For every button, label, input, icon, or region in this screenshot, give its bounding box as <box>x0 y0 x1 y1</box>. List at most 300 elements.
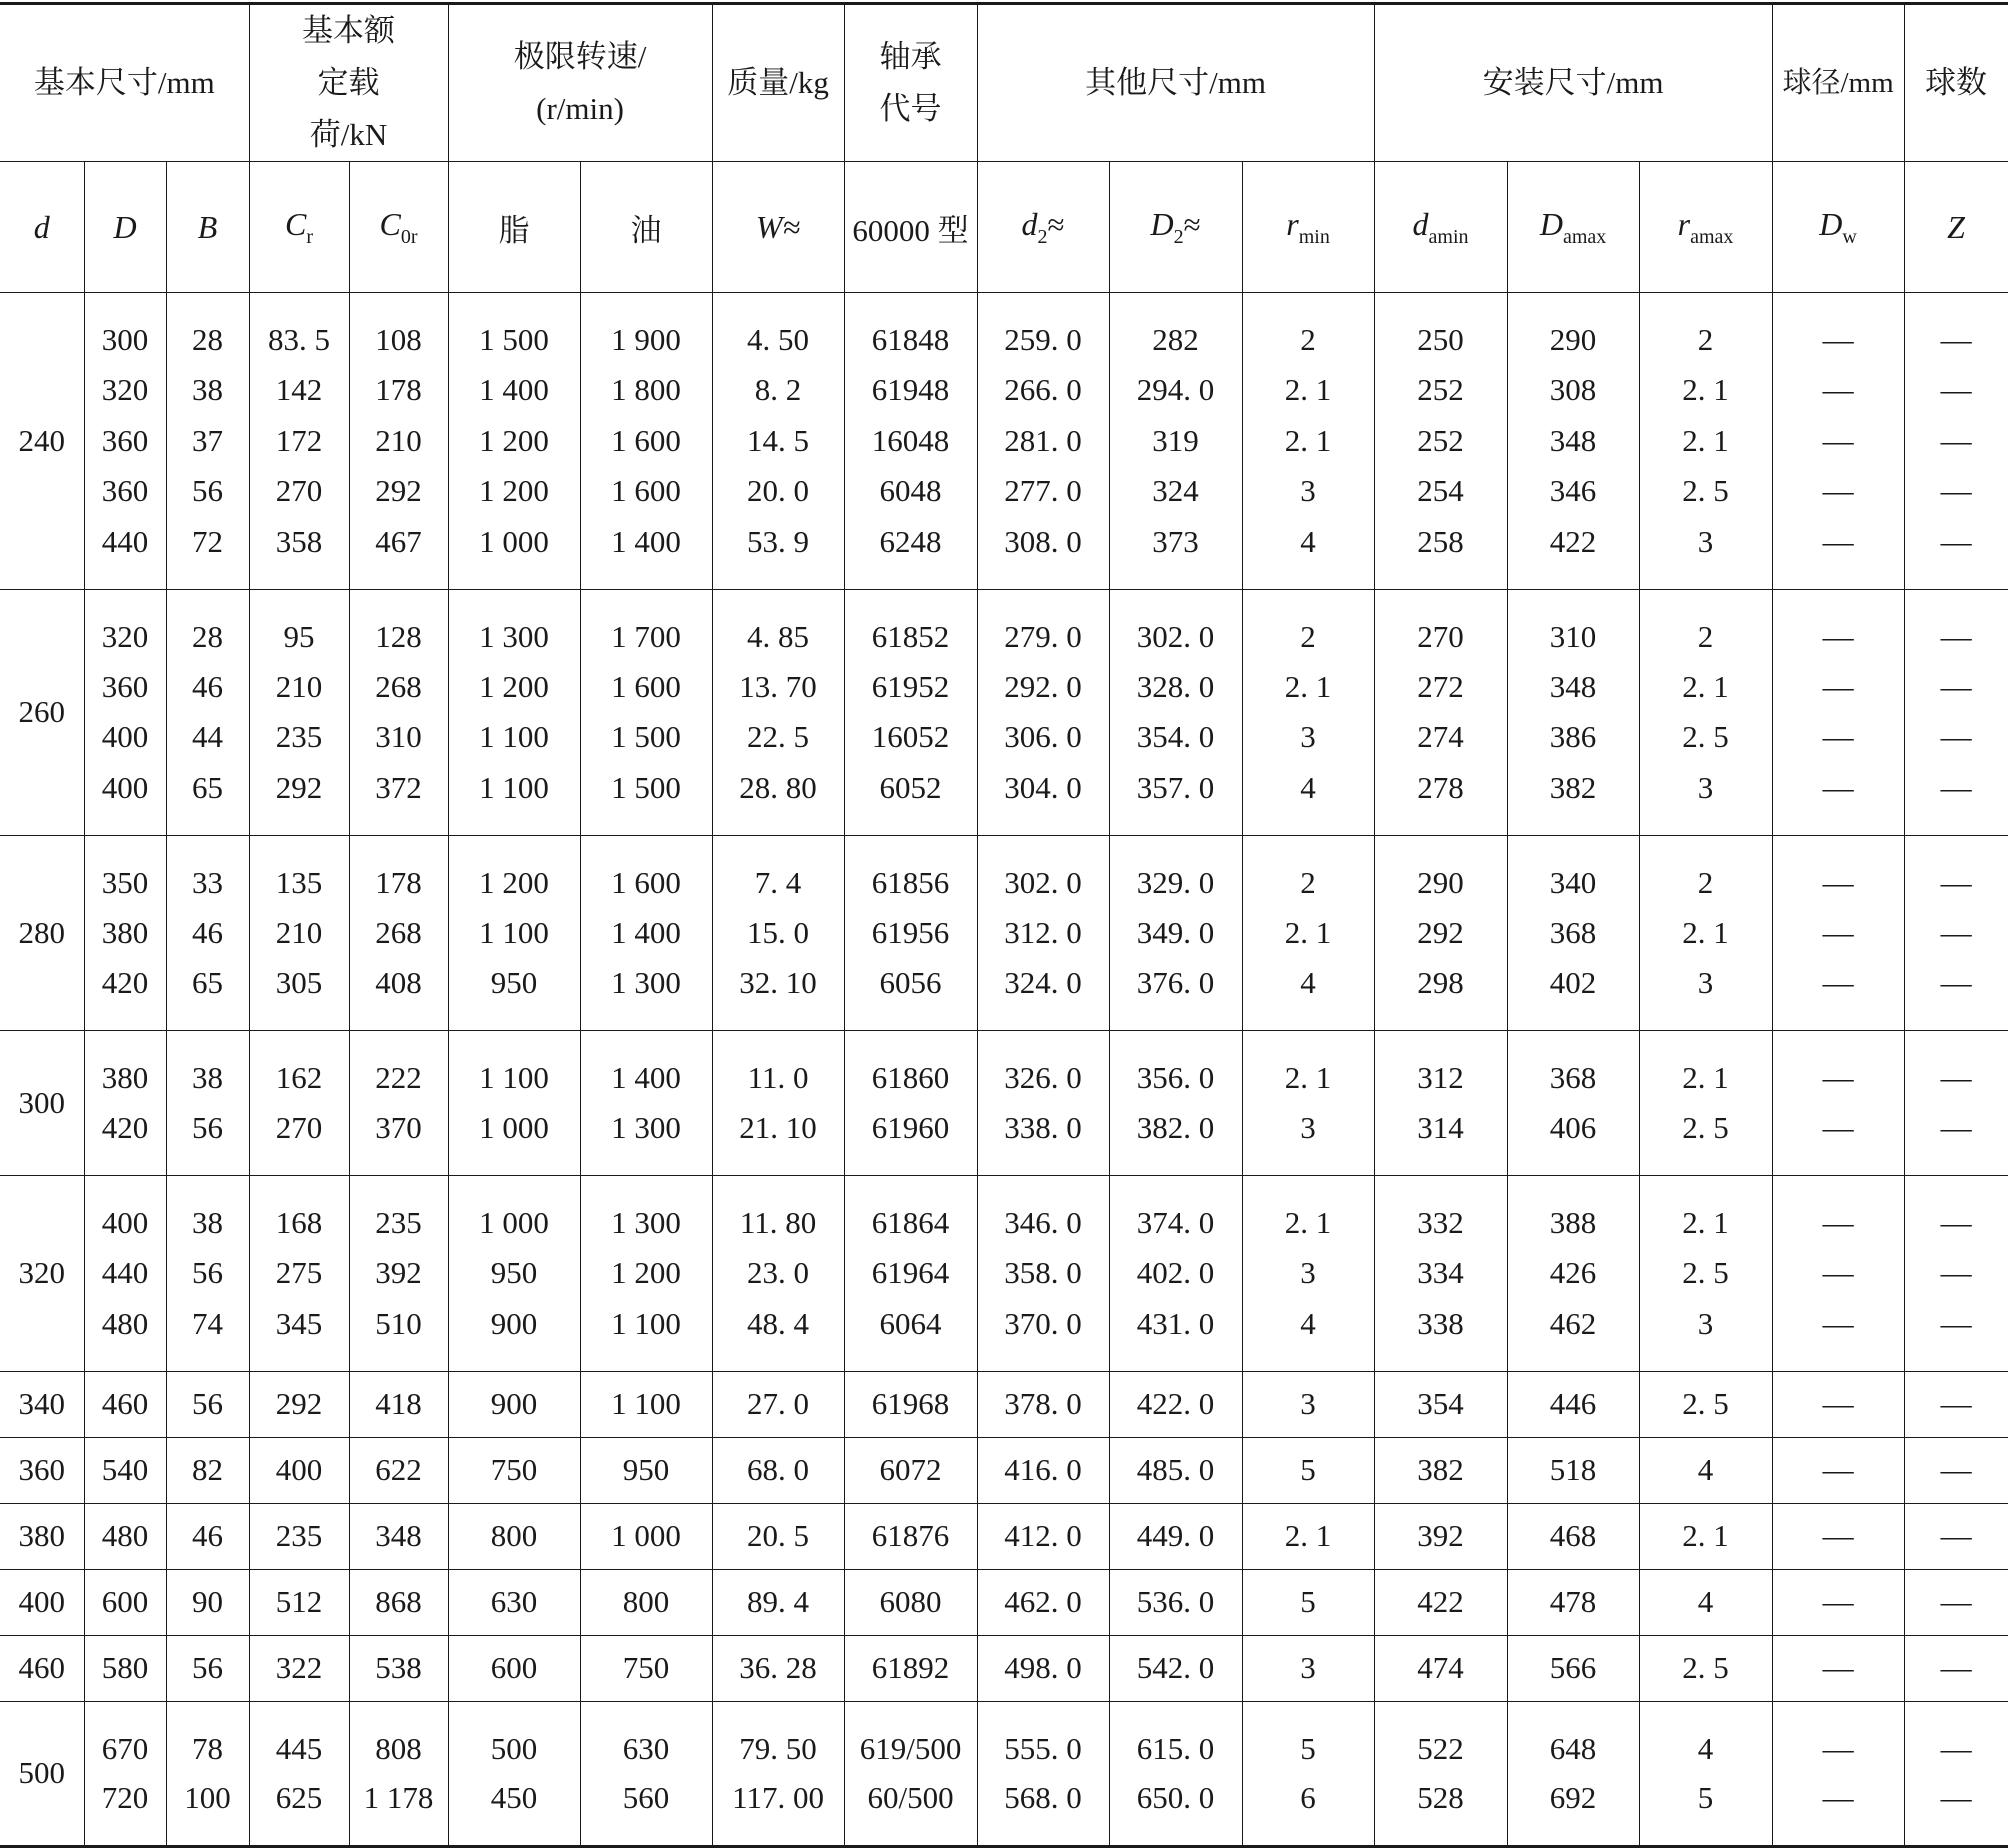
table-cell: 650. 0 <box>1109 1774 1242 1847</box>
table-cell: 402 <box>1507 958 1639 1031</box>
table-cell: 422 <box>1374 1569 1507 1635</box>
header-ball-count: 球数 <box>1904 4 2008 162</box>
table-cell: 600 <box>84 1569 166 1635</box>
table-cell: 5 <box>1242 1437 1374 1503</box>
table-cell: — <box>1904 835 2008 908</box>
table-cell: 2. 1 <box>1639 1503 1772 1569</box>
subheader-Cr <box>249 162 349 293</box>
bore-diameter-cell: 340 <box>0 1371 84 1437</box>
table-cell: 36. 28 <box>712 1635 844 1701</box>
subheader-D2-sub: 2 <box>1173 225 1184 248</box>
table-cell: 2. 1 <box>1242 908 1374 959</box>
table-cell: 37 <box>166 416 249 467</box>
table-cell: — <box>1904 293 2008 366</box>
table-cell: 2. 1 <box>1242 1503 1374 1569</box>
table-cell: — <box>1904 517 2008 590</box>
bore-diameter-cell: 240 <box>0 293 84 590</box>
table-cell: — <box>1772 517 1904 590</box>
table-cell: 1 200 <box>580 1248 712 1299</box>
table-cell: 600 <box>448 1635 580 1701</box>
table-cell: 6052 <box>844 763 977 836</box>
table-cell: 522 <box>1374 1701 1507 1774</box>
table-cell: 46 <box>166 662 249 713</box>
table-cell: 400 <box>84 763 166 836</box>
subheader-damin-text: d <box>1412 205 1429 242</box>
bearing-dimension-table <box>0 2 2008 1848</box>
table-row <box>0 908 2008 959</box>
table-cell: 670 <box>84 1701 166 1774</box>
subheader-ramax-text: r <box>1677 205 1691 242</box>
table-row <box>0 1031 2008 1104</box>
table-cell: 418 <box>349 1371 448 1437</box>
table-cell: 308. 0 <box>977 517 1109 590</box>
table-cell: 468 <box>1507 1503 1639 1569</box>
subheader-D2-text: D <box>1150 205 1174 242</box>
table-cell: 6056 <box>844 958 977 1031</box>
table-row <box>0 1774 2008 1847</box>
table-cell: 480 <box>84 1299 166 1372</box>
table-cell: 334 <box>1374 1248 1507 1299</box>
table-cell: 61848 <box>844 293 977 366</box>
table-cell: 65 <box>166 763 249 836</box>
subheader-d2-suffix: ≈ <box>1047 206 1065 242</box>
table-row <box>0 1248 2008 1299</box>
table-cell: 2. 1 <box>1639 416 1772 467</box>
table-cell: 420 <box>84 958 166 1031</box>
table-cell: 566 <box>1507 1635 1639 1701</box>
table-cell: 4 <box>1242 958 1374 1031</box>
table-cell: — <box>1904 1031 2008 1104</box>
table-cell: 542. 0 <box>1109 1635 1242 1701</box>
table-cell: — <box>1772 958 1904 1031</box>
table-cell: — <box>1772 589 1904 662</box>
table-cell: 61856 <box>844 835 977 908</box>
table-cell: 440 <box>84 1248 166 1299</box>
table-cell: 279. 0 <box>977 589 1109 662</box>
table-cell: 2. 1 <box>1639 1031 1772 1104</box>
table-cell: 222 <box>349 1031 448 1104</box>
table-cell: 536. 0 <box>1109 1569 1242 1635</box>
subheader-rmin-text: r <box>1286 205 1299 242</box>
table-cell: 259. 0 <box>977 293 1109 366</box>
table-row <box>0 1437 2008 1503</box>
subheader-B <box>166 162 249 293</box>
table-cell: 258 <box>1374 517 1507 590</box>
table-cell: 400 <box>84 712 166 763</box>
table-cell: 270 <box>1374 589 1507 662</box>
table-cell: 422 <box>1507 517 1639 590</box>
table-cell: 28 <box>166 589 249 662</box>
table-cell: 5 <box>1242 1569 1374 1635</box>
table-cell: 1 200 <box>448 835 580 908</box>
subheader-W <box>712 162 844 293</box>
table-cell: 61952 <box>844 662 977 713</box>
table-body <box>0 293 2008 1847</box>
table-row <box>0 835 2008 908</box>
table-cell: — <box>1904 1569 2008 1635</box>
table-cell: — <box>1904 1503 2008 1569</box>
table-cell: 422. 0 <box>1109 1371 1242 1437</box>
table-row <box>0 763 2008 836</box>
table-cell: — <box>1904 1103 2008 1176</box>
table-cell: 360 <box>84 662 166 713</box>
table-cell: 349. 0 <box>1109 908 1242 959</box>
table-cell: 560 <box>580 1774 712 1847</box>
subheader-oil: 油 <box>580 162 712 293</box>
table-row <box>0 1371 2008 1437</box>
subheader-C0r-text: C <box>379 205 401 242</box>
table-cell: 692 <box>1507 1774 1639 1847</box>
table-cell: 2. 1 <box>1242 365 1374 416</box>
table-cell: 382. 0 <box>1109 1103 1242 1176</box>
subheader-Z <box>1904 162 2008 293</box>
table-cell: 370. 0 <box>977 1299 1109 1372</box>
table-cell: 314 <box>1374 1103 1507 1176</box>
table-cell: 4 <box>1242 763 1374 836</box>
table-cell: 332 <box>1374 1176 1507 1249</box>
subheader-d <box>0 162 84 293</box>
table-cell: 277. 0 <box>977 466 1109 517</box>
header-basic-dimensions: 基本尺寸/mm <box>0 4 249 162</box>
table-cell: — <box>1904 1774 2008 1847</box>
table-cell: 426 <box>1507 1248 1639 1299</box>
table-cell: 278 <box>1374 763 1507 836</box>
table-row <box>0 589 2008 662</box>
table-cell: 3 <box>1639 517 1772 590</box>
table-cell: 20. 0 <box>712 466 844 517</box>
table-cell: 1 100 <box>448 712 580 763</box>
table-cell: 400 <box>249 1437 349 1503</box>
table-cell: 382 <box>1507 763 1639 836</box>
table-cell: 2. 5 <box>1639 1248 1772 1299</box>
table-cell: 2. 1 <box>1242 416 1374 467</box>
subheader-C0r <box>349 162 448 293</box>
bore-diameter-cell: 400 <box>0 1569 84 1635</box>
table-cell: 800 <box>580 1569 712 1635</box>
header-ball-diameter: 球径/mm <box>1772 4 1904 162</box>
table-cell: 1 800 <box>580 365 712 416</box>
table-cell: 350 <box>84 835 166 908</box>
table-cell: 1 600 <box>580 416 712 467</box>
table-cell: 370 <box>349 1103 448 1176</box>
subheader-Dw <box>1772 162 1904 293</box>
table-cell: 6080 <box>844 1569 977 1635</box>
table-cell: — <box>1772 1437 1904 1503</box>
table-cell: 1 700 <box>580 589 712 662</box>
table-cell: 420 <box>84 1103 166 1176</box>
table-cell: — <box>1772 1774 1904 1847</box>
subheader-D-text: D <box>113 208 137 245</box>
table-cell: — <box>1904 662 2008 713</box>
table-cell: 60/500 <box>844 1774 977 1847</box>
table-cell: 162 <box>249 1031 349 1104</box>
table-row <box>0 293 2008 366</box>
table-cell: 1 100 <box>448 763 580 836</box>
table-cell: 360 <box>84 466 166 517</box>
table-cell: 3 <box>1639 763 1772 836</box>
table-cell: 345 <box>249 1299 349 1372</box>
table-cell: — <box>1772 1635 1904 1701</box>
table-cell: 402. 0 <box>1109 1248 1242 1299</box>
table-cell: 450 <box>448 1774 580 1847</box>
table-cell: 235 <box>249 712 349 763</box>
table-cell: 480 <box>84 1503 166 1569</box>
subheader-rmin-sub: min <box>1298 225 1330 248</box>
table-cell: 300 <box>84 293 166 366</box>
table-cell: — <box>1772 712 1904 763</box>
table-cell: 4 <box>1242 1299 1374 1372</box>
table-cell: 400 <box>84 1176 166 1249</box>
subheader-Z-text: Z <box>1947 208 1965 245</box>
table-row <box>0 416 2008 467</box>
table-cell: 346. 0 <box>977 1176 1109 1249</box>
table-cell: — <box>1904 1176 2008 1249</box>
table-cell: 648 <box>1507 1701 1639 1774</box>
table-cell: 250 <box>1374 293 1507 366</box>
table-cell: 108 <box>349 293 448 366</box>
table-cell: 1 000 <box>448 1103 580 1176</box>
header-bearing-code <box>844 4 977 162</box>
table-cell: 538 <box>349 1635 448 1701</box>
table-cell: 2. 1 <box>1242 662 1374 713</box>
table-cell: 900 <box>448 1371 580 1437</box>
table-cell: — <box>1904 908 2008 959</box>
table-cell: 4 <box>1639 1701 1772 1774</box>
bore-diameter-cell: 500 <box>0 1701 84 1846</box>
table-cell: 1 300 <box>580 1103 712 1176</box>
table-cell: 808 <box>349 1701 448 1774</box>
subheader-d2 <box>977 162 1109 293</box>
table-cell: 292 <box>249 1371 349 1437</box>
table-cell: 72 <box>166 517 249 590</box>
table-cell: 38 <box>166 1031 249 1104</box>
table-cell: 1 000 <box>580 1503 712 1569</box>
table-cell: 2. 1 <box>1639 365 1772 416</box>
table-cell: 56 <box>166 1371 249 1437</box>
table-cell: — <box>1904 958 2008 1031</box>
table-cell: 210 <box>349 416 448 467</box>
table-cell: 528 <box>1374 1774 1507 1847</box>
table-row <box>0 1176 2008 1249</box>
table-cell: 20. 5 <box>712 1503 844 1569</box>
table-cell: 6248 <box>844 517 977 590</box>
table-cell: 340 <box>1507 835 1639 908</box>
table-cell: 44 <box>166 712 249 763</box>
table-cell: 310 <box>349 712 448 763</box>
table-cell: 950 <box>448 1248 580 1299</box>
table-cell: 392 <box>349 1248 448 1299</box>
table-cell: 1 300 <box>580 958 712 1031</box>
table-cell: 61852 <box>844 589 977 662</box>
table-cell: — <box>1772 293 1904 366</box>
table-cell: 2. 5 <box>1639 1103 1772 1176</box>
table-cell: 1 200 <box>448 466 580 517</box>
subheader-Damax <box>1507 162 1639 293</box>
table-cell: 61964 <box>844 1248 977 1299</box>
table-row <box>0 365 2008 416</box>
table-cell: 6048 <box>844 466 977 517</box>
table-cell: 3 <box>1639 1299 1772 1372</box>
table-cell: 2. 5 <box>1639 712 1772 763</box>
table-cell: 6072 <box>844 1437 977 1503</box>
table-row <box>0 958 2008 1031</box>
table-cell: 358. 0 <box>977 1248 1109 1299</box>
table-cell: 290 <box>1374 835 1507 908</box>
table-cell: 90 <box>166 1569 249 1635</box>
table-cell: 348 <box>1507 416 1639 467</box>
table-cell: 304. 0 <box>977 763 1109 836</box>
table-cell: 1 400 <box>448 365 580 416</box>
table-cell: 312 <box>1374 1031 1507 1104</box>
table-cell: 328. 0 <box>1109 662 1242 713</box>
table-cell: 478 <box>1507 1569 1639 1635</box>
table-row <box>0 662 2008 713</box>
table-cell: 630 <box>580 1701 712 1774</box>
table-cell: 360 <box>84 416 166 467</box>
table-cell: 1 100 <box>448 908 580 959</box>
table-cell: 7. 4 <box>712 835 844 908</box>
table-cell: 275 <box>249 1248 349 1299</box>
subheader-ramax-sub: amax <box>1690 225 1734 248</box>
table-cell: 56 <box>166 1248 249 1299</box>
table-cell: 21. 10 <box>712 1103 844 1176</box>
table-cell: 1 100 <box>580 1371 712 1437</box>
table-cell: 14. 5 <box>712 416 844 467</box>
bore-diameter-cell: 380 <box>0 1503 84 1569</box>
header-mass: 质量/kg <box>712 4 844 162</box>
table-cell: 270 <box>249 466 349 517</box>
table-cell: 2 <box>1639 293 1772 366</box>
subheader-d2-text: d <box>1021 205 1038 242</box>
table-cell: 1 900 <box>580 293 712 366</box>
table-cell: 368 <box>1507 908 1639 959</box>
header-rated-load-text: 基本额定载荷/kN <box>302 13 396 152</box>
table-cell: 474 <box>1374 1635 1507 1701</box>
table-cell: 2 <box>1242 293 1374 366</box>
table-row <box>0 712 2008 763</box>
table-cell: 374. 0 <box>1109 1176 1242 1249</box>
table-cell: — <box>1772 908 1904 959</box>
table-cell: 1 300 <box>448 589 580 662</box>
subheader-Cr-text: C <box>285 205 307 242</box>
table-cell: 3 <box>1639 958 1772 1031</box>
table-cell: 302. 0 <box>977 835 1109 908</box>
table-cell: 1 178 <box>349 1774 448 1847</box>
table-cell: — <box>1904 1635 2008 1701</box>
subheader-D <box>84 162 166 293</box>
table-cell: — <box>1904 1371 2008 1437</box>
table-cell: 498. 0 <box>977 1635 1109 1701</box>
table-cell: 61860 <box>844 1031 977 1104</box>
table-cell: — <box>1772 835 1904 908</box>
table-cell: — <box>1904 589 2008 662</box>
table-cell: 625 <box>249 1774 349 1847</box>
table-cell: 235 <box>249 1503 349 1569</box>
table-cell: — <box>1772 1031 1904 1104</box>
table-cell: 615. 0 <box>1109 1701 1242 1774</box>
table-cell: 235 <box>349 1176 448 1249</box>
table-cell: 3 <box>1242 466 1374 517</box>
header-bearing-code-text: 轴承代号 <box>879 39 942 126</box>
table-cell: 329. 0 <box>1109 835 1242 908</box>
table-cell: 2. 5 <box>1639 1635 1772 1701</box>
table-cell: — <box>1772 466 1904 517</box>
table-cell: — <box>1772 1248 1904 1299</box>
bore-diameter-cell: 260 <box>0 589 84 835</box>
table-cell: 290 <box>1507 293 1639 366</box>
table-cell: 6064 <box>844 1299 977 1372</box>
table-cell: — <box>1904 1437 2008 1503</box>
table-cell: 28. 80 <box>712 763 844 836</box>
table-cell: 254 <box>1374 466 1507 517</box>
table-cell: 2. 1 <box>1639 908 1772 959</box>
table-cell: 3 <box>1242 1635 1374 1701</box>
table-cell: 338. 0 <box>977 1103 1109 1176</box>
table-cell: 28 <box>166 293 249 366</box>
table-cell: 272 <box>1374 662 1507 713</box>
subheader-ramax <box>1639 162 1772 293</box>
table-cell: 16048 <box>844 416 977 467</box>
table-cell: 460 <box>84 1371 166 1437</box>
table-cell: 11. 0 <box>712 1031 844 1104</box>
table-cell: 376. 0 <box>1109 958 1242 1031</box>
table-row <box>0 1701 2008 1774</box>
table-cell: 61968 <box>844 1371 977 1437</box>
table-cell: 292 <box>1374 908 1507 959</box>
table-cell: 302. 0 <box>1109 589 1242 662</box>
table-cell: 210 <box>249 908 349 959</box>
table-row <box>0 1103 2008 1176</box>
table-cell: 467 <box>349 517 448 590</box>
table-cell: 1 600 <box>580 835 712 908</box>
table-cell: 368 <box>1507 1031 1639 1104</box>
table-cell: 308 <box>1507 365 1639 416</box>
table-cell: 346 <box>1507 466 1639 517</box>
table-cell: 53. 9 <box>712 517 844 590</box>
table-cell: 800 <box>448 1503 580 1569</box>
table-cell: 500 <box>448 1701 580 1774</box>
table-cell: 2 <box>1242 835 1374 908</box>
table-cell: 15. 0 <box>712 908 844 959</box>
table-row <box>0 1299 2008 1372</box>
subheader-Damax-sub: amax <box>1562 225 1607 248</box>
table-cell: 462. 0 <box>977 1569 1109 1635</box>
table-cell: 178 <box>349 835 448 908</box>
table-cell: 1 400 <box>580 908 712 959</box>
header-install-dimensions: 安装尺寸/mm <box>1374 4 1772 162</box>
subheader-W-text: W≈ <box>755 208 801 245</box>
table-cell: — <box>1904 763 2008 836</box>
table-cell: 292 <box>249 763 349 836</box>
table-cell: 900 <box>448 1299 580 1372</box>
subheader-rmin <box>1242 162 1374 293</box>
table-cell: 568. 0 <box>977 1774 1109 1847</box>
table-cell: 210 <box>249 662 349 713</box>
table-cell: — <box>1772 416 1904 467</box>
table-cell: 440 <box>84 517 166 590</box>
table-row <box>0 1503 2008 1569</box>
table-cell: 356. 0 <box>1109 1031 1242 1104</box>
subheader-Damax-text: D <box>1539 205 1563 242</box>
table-cell: — <box>1772 1299 1904 1372</box>
table-cell: 2 <box>1242 589 1374 662</box>
table-cell: 22. 5 <box>712 712 844 763</box>
table-cell: 619/500 <box>844 1701 977 1774</box>
table-cell: 446 <box>1507 1371 1639 1437</box>
table-cell: 128 <box>349 589 448 662</box>
table-cell: 319 <box>1109 416 1242 467</box>
table-cell: 135 <box>249 835 349 908</box>
